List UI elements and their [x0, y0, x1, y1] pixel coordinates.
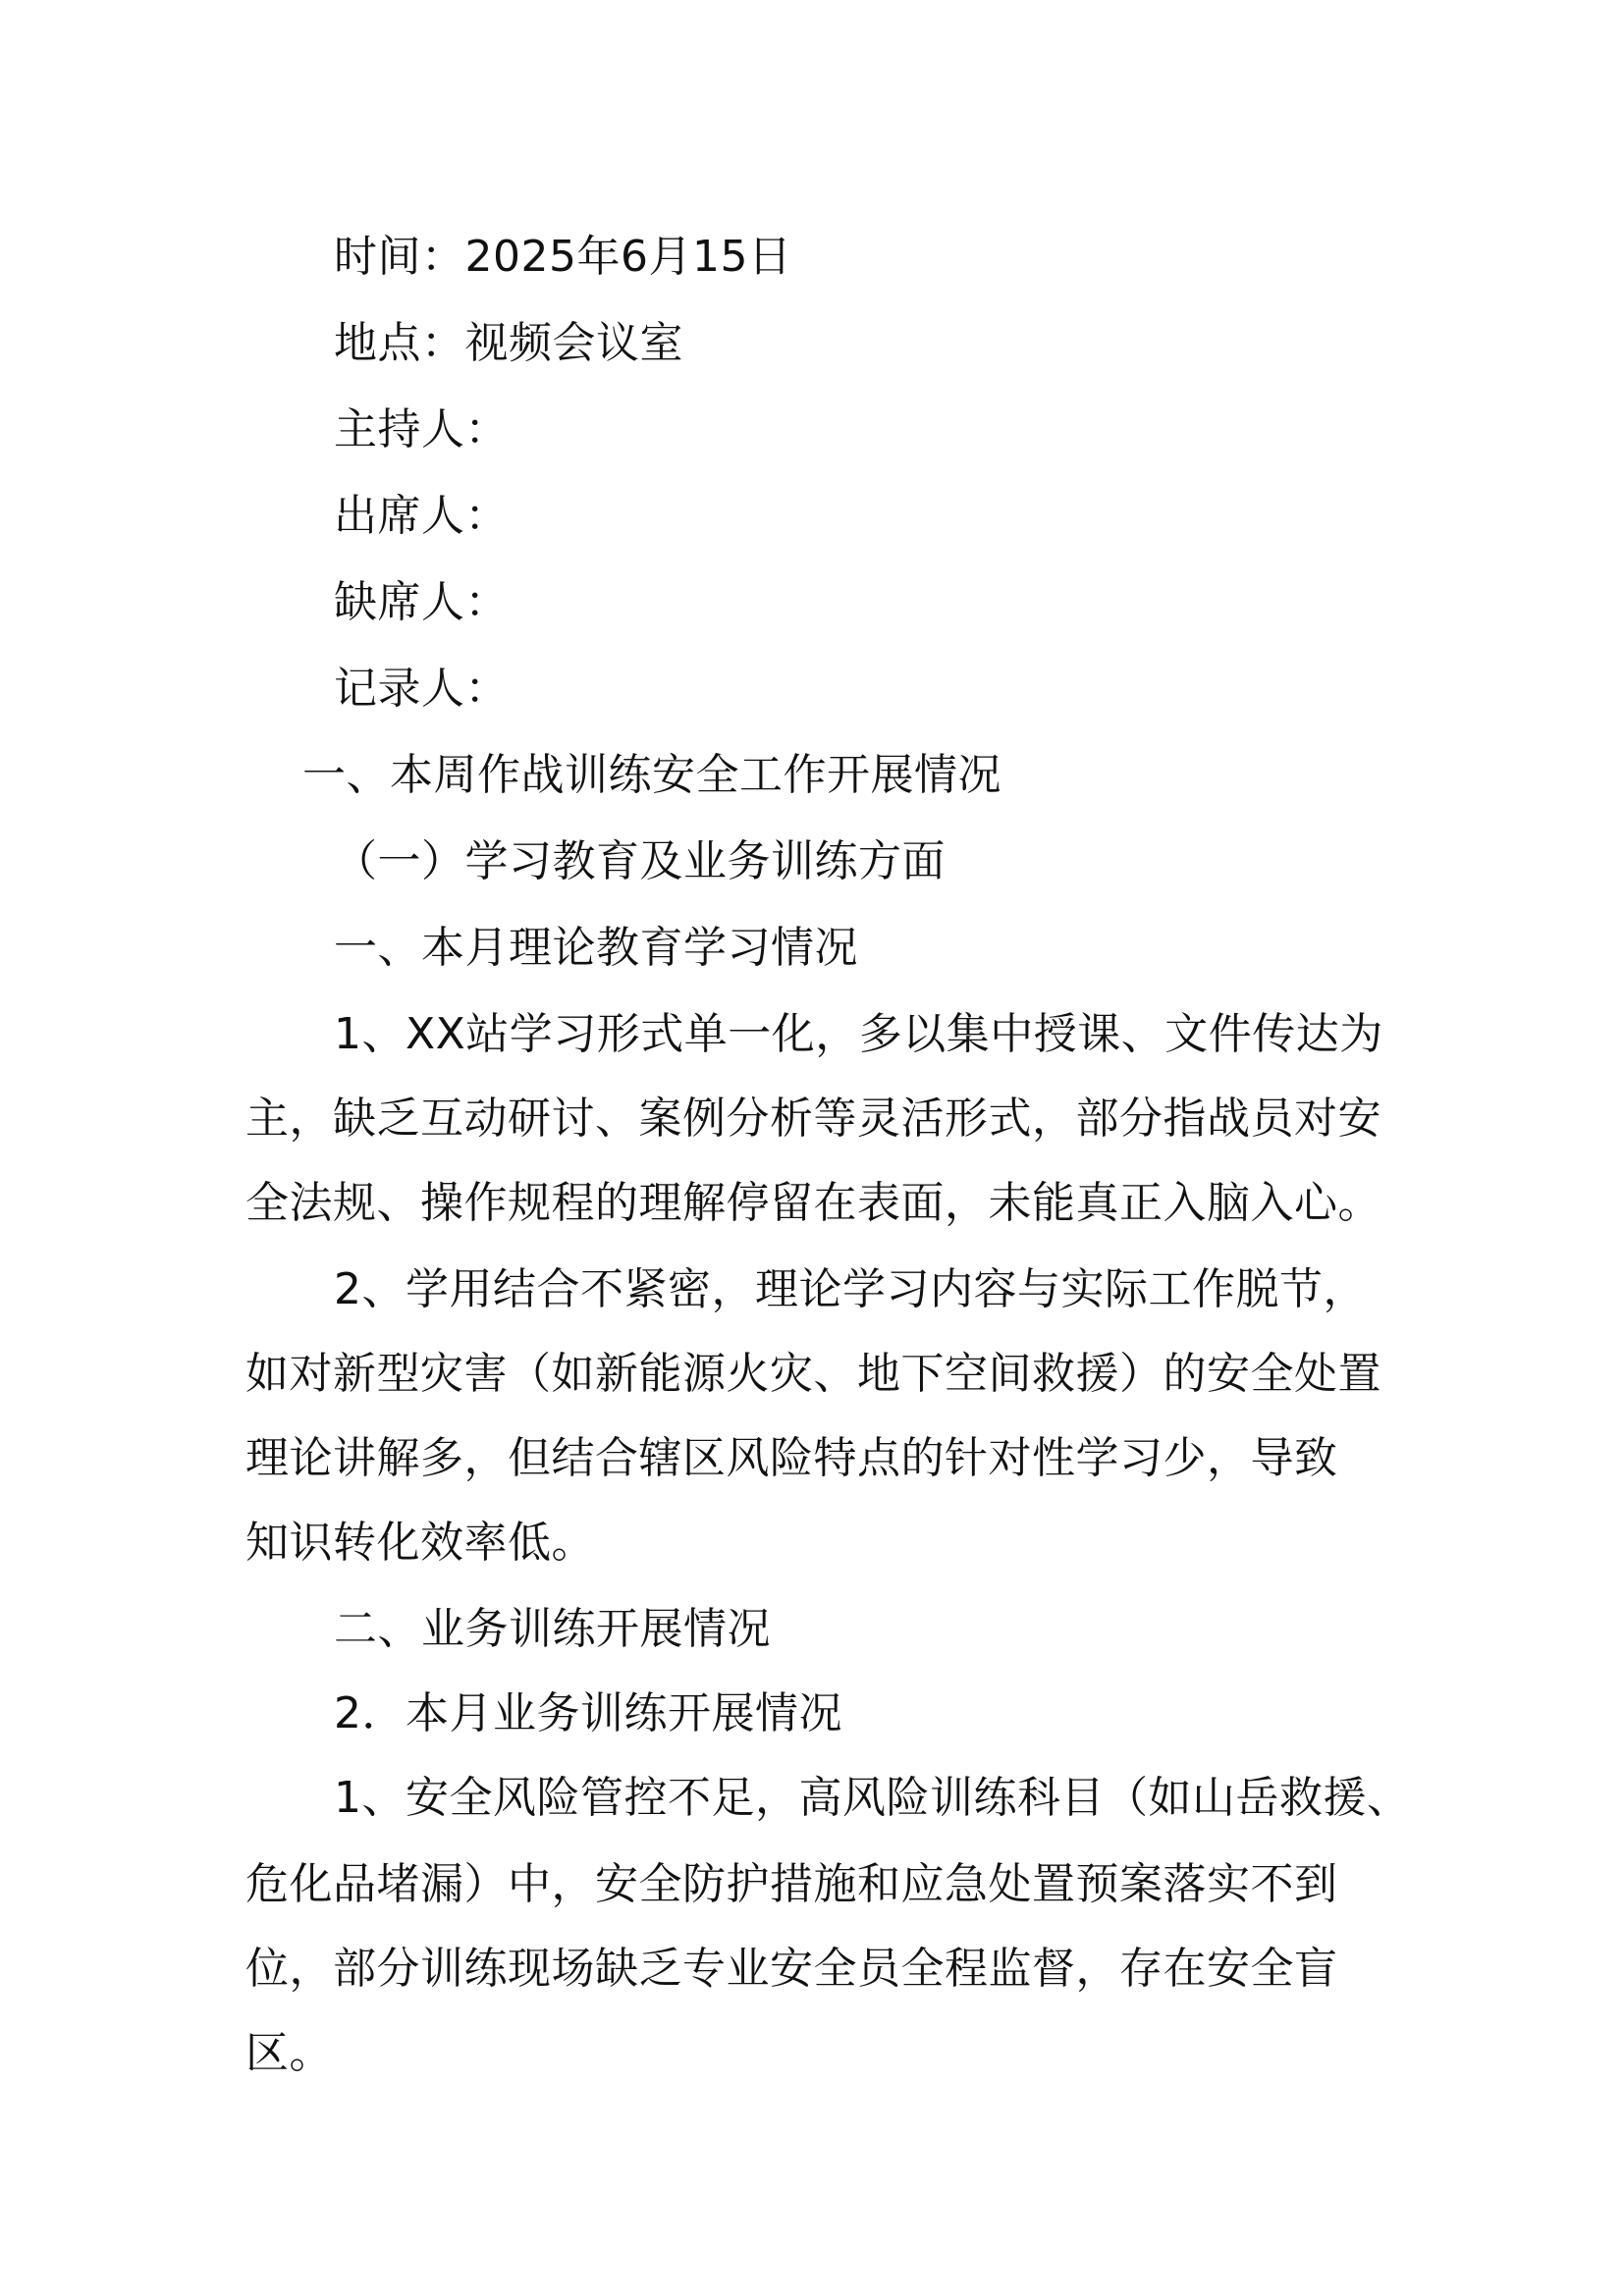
- paragraph-line: 理论讲解多，但结合辖区风险特点的针对性学习少，导致: [245, 1433, 1338, 1483]
- part-2-subheading: 2．本月业务训练开展情况: [334, 1688, 842, 1738]
- meeting-absentees: 缺席人：: [334, 577, 509, 627]
- meeting-location: 地点：视频会议室: [334, 318, 683, 368]
- paragraph-line: 位，部分训练现场缺乏专业安全员全程监督，存在安全盲: [245, 1944, 1338, 1994]
- paragraph-line: 主，缺乏互动研讨、案例分析等灵活形式，部分指战员对安: [245, 1094, 1381, 1144]
- paragraph-line: 全法规、操作规程的理解停留在表面，未能真正入脑入心。: [245, 1178, 1381, 1228]
- meeting-host: 主持人：: [334, 404, 509, 454]
- paragraph-line: 区。: [245, 2028, 333, 2078]
- paragraph-line: 2、学用结合不紧密，理论学习内容与实际工作脱节，: [334, 1264, 1367, 1314]
- paragraph-line: 知识转化效率低。: [245, 1518, 595, 1568]
- subsection-heading: （一）学习教育及业务训练方面: [334, 836, 946, 886]
- section-heading: 一、本周作战训练安全工作开展情况: [302, 750, 1001, 800]
- paragraph-line: 1、XX站学习形式单一化，多以集中授课、文件传达为: [334, 1009, 1383, 1059]
- paragraph-line: 危化品堵漏）中，安全防护措施和应急处置预案落实不到: [245, 1859, 1338, 1909]
- paragraph-line: 如对新型灾害（如新能源火灾、地下空间救援）的安全处置: [245, 1349, 1381, 1399]
- part-1-heading: 一、本月理论教育学习情况: [334, 923, 858, 973]
- meeting-recorder: 记录人：: [334, 664, 509, 714]
- meeting-time: 时间：2025年6月15日: [334, 232, 792, 282]
- part-2-heading: 二、业务训练开展情况: [334, 1604, 771, 1654]
- meeting-attendees: 出席人：: [334, 491, 509, 541]
- paragraph-line: 1、安全风险管控不足，高风险训练科目（如山岳救援、: [334, 1773, 1411, 1823]
